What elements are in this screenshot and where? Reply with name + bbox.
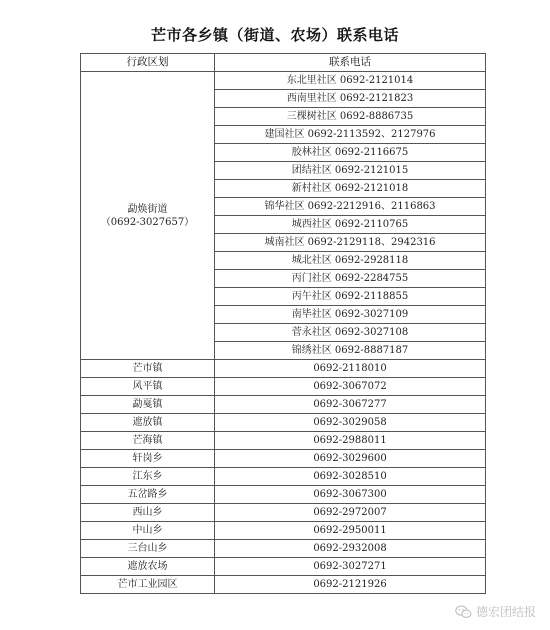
town-phone-cell: 0692-3067072	[215, 378, 486, 396]
region-phone: （0692-3027657）	[100, 216, 195, 228]
community-phone-cell: 菅永社区 0692-3027108	[215, 324, 486, 342]
table-row	[81, 396, 486, 414]
table-row	[81, 522, 486, 540]
wechat-icon	[455, 605, 472, 619]
town-name-cell: 江东乡	[81, 468, 215, 486]
town-phone-cell: 0692-2121926	[215, 576, 486, 594]
community-phone-cell: 锦绣社区 0692-8887187	[215, 342, 486, 360]
table-row	[81, 72, 486, 90]
community-phone-cell: 团结社区 0692-2121015	[215, 162, 486, 180]
town-phone-cell: 0692-2988011	[215, 432, 486, 450]
town-phone-cell: 0692-2932008	[215, 540, 486, 558]
watermark	[455, 603, 536, 620]
community-phone-cell: 城西社区 0692-2110765	[215, 216, 486, 234]
table-row	[81, 360, 486, 378]
town-name-cell: 五岔路乡	[81, 486, 215, 504]
town-phone-cell: 0692-3029058	[215, 414, 486, 432]
town-phone-cell: 0692-2118010	[215, 360, 486, 378]
table-row	[81, 486, 486, 504]
community-phone-cell: 锦华社区 0692-2212916、2116863	[215, 198, 486, 216]
community-phone-cell: 东北里社区 0692-2121014	[215, 72, 486, 90]
town-phone-cell: 0692-3028510	[215, 468, 486, 486]
page-title: 芒市各乡镇（街道、农场）联系电话	[150, 26, 399, 44]
region-name: 勐焕街道	[127, 203, 168, 215]
community-phone-cell: 城南社区 0692-2129118、2942316	[215, 234, 486, 252]
town-phone-cell: 0692-3067277	[215, 396, 486, 414]
town-name-cell: 轩岗乡	[81, 450, 215, 468]
town-name-cell: 三台山乡	[81, 540, 215, 558]
community-phone-cell: 西南里社区 0692-2121823	[215, 90, 486, 108]
table-row	[81, 504, 486, 522]
town-name-cell: 遮放镇	[81, 414, 215, 432]
watermark-text: 德宏团结报	[475, 605, 536, 619]
table-body	[81, 72, 486, 594]
community-phone-cell: 胶林社区 0692-2116675	[215, 144, 486, 162]
town-name-cell: 勐戛镇	[81, 396, 215, 414]
table-row	[81, 414, 486, 432]
community-phone-cell: 城北社区 0692-2928118	[215, 252, 486, 270]
table-header-row	[81, 54, 486, 72]
table-row	[81, 450, 486, 468]
town-phone-cell: 0692-2972007	[215, 504, 486, 522]
community-phone-cell: 新村社区 0692-2121018	[215, 180, 486, 198]
town-phone-cell: 0692-2950011	[215, 522, 486, 540]
contact-table	[80, 53, 486, 594]
town-name-cell: 芒海镇	[81, 432, 215, 450]
town-phone-cell: 0692-3067300	[215, 486, 486, 504]
column-header-phone: 联系电话	[215, 54, 486, 72]
table-row	[81, 378, 486, 396]
community-phone-cell: 丙门社区 0692-2284755	[215, 270, 486, 288]
town-name-cell: 风平镇	[81, 378, 215, 396]
column-header-region: 行政区划	[81, 54, 215, 72]
region-cell-menghuan	[81, 72, 215, 360]
community-phone-cell: 南毕社区 0692-3027109	[215, 306, 486, 324]
community-phone-cell: 丙午社区 0692-2118855	[215, 288, 486, 306]
table-row	[81, 576, 486, 594]
table-row	[81, 540, 486, 558]
table-row	[81, 432, 486, 450]
community-phone-cell: 三棵树社区 0692-8886735	[215, 108, 486, 126]
community-phone-cell: 建国社区 0692-2113592、2127976	[215, 126, 486, 144]
town-name-cell: 遮放农场	[81, 558, 215, 576]
town-name-cell: 芒市镇	[81, 360, 215, 378]
town-name-cell: 西山乡	[81, 504, 215, 522]
town-phone-cell: 0692-3029600	[215, 450, 486, 468]
town-phone-cell: 0692-3027271	[215, 558, 486, 576]
table-row	[81, 468, 486, 486]
town-name-cell: 芒市工业园区	[81, 576, 215, 594]
town-name-cell: 中山乡	[81, 522, 215, 540]
table-row	[81, 558, 486, 576]
